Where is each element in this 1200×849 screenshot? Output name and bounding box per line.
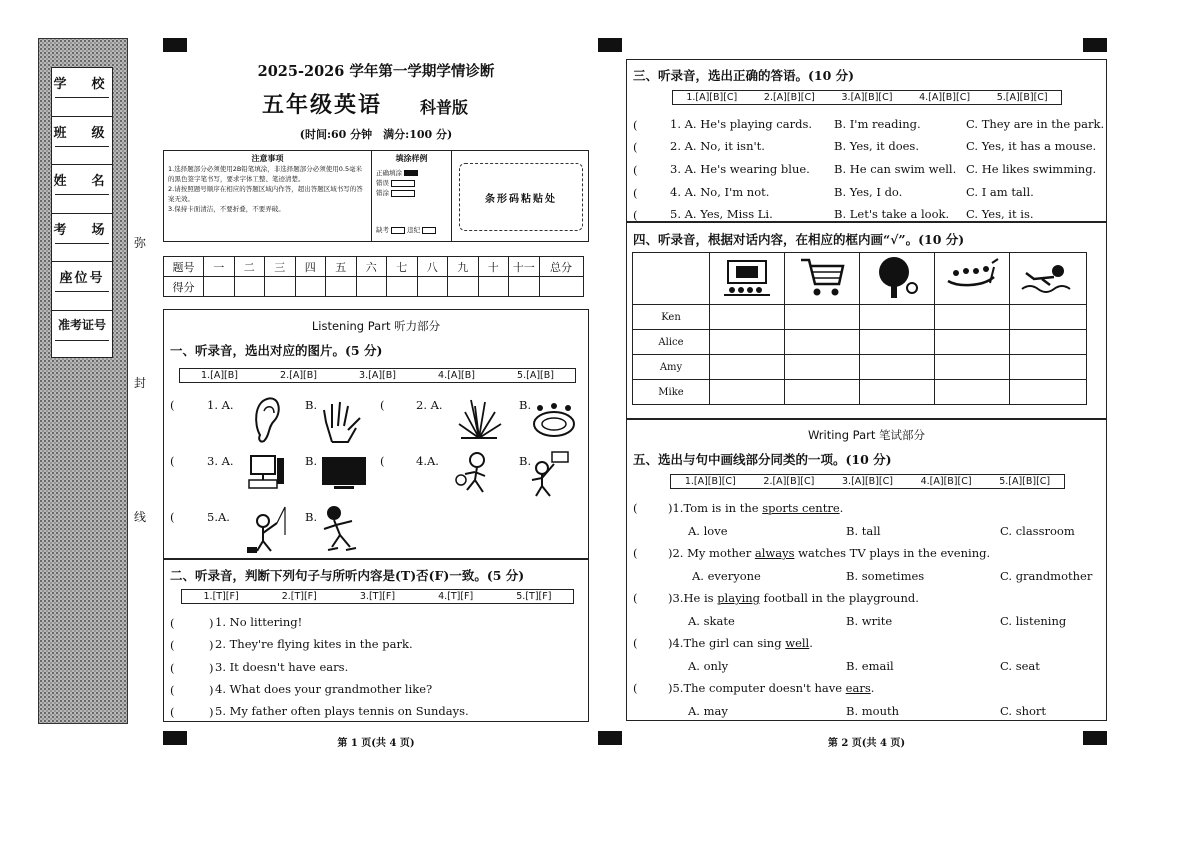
- sports-ground-icon: [530, 400, 578, 440]
- option-a: 5. A. Yes, Miss Li.: [670, 207, 773, 221]
- fishing-icon: [243, 505, 287, 555]
- option-b: B. mouth: [846, 704, 900, 718]
- exam-title: 2025-2026 学年第一学期学情诊断: [257, 63, 495, 80]
- question-sentence: )1.Tom is in the sports centre.: [668, 501, 844, 515]
- question-sentence: )5.The computer doesn't have ears.: [668, 681, 875, 695]
- section-4-title: 四、听录音，根据对话内容，在相应的框内画“√”。(10 分): [633, 232, 965, 247]
- dragon-boat-icon: [944, 257, 1000, 297]
- fill-wrong-label: 错误: [376, 179, 389, 187]
- option-a: A. may: [688, 704, 728, 718]
- option-b-label: B.: [519, 398, 532, 412]
- option-c: C. listening: [1000, 614, 1067, 628]
- fill-correct-mark: [404, 170, 418, 176]
- student-info-box: [51, 67, 113, 358]
- absent-label: 缺考: [376, 226, 389, 234]
- cinema-icon: [722, 257, 772, 297]
- activity-row: Ken: [633, 305, 1087, 330]
- question-3-label: 3. A.: [207, 454, 234, 468]
- fill-wrong2-label: 错涂: [376, 189, 389, 197]
- tf-item: 2. They're flying kites in the park.: [215, 637, 413, 651]
- question-5-label: 5.A.: [207, 510, 230, 524]
- position-marker: [1083, 38, 1107, 52]
- option-a: 3. A. He's wearing blue.: [670, 162, 810, 176]
- tf-item: 5. My father often plays tennis on Sundays.: [215, 704, 469, 718]
- option-c: C. grandmother: [1000, 569, 1093, 583]
- violation-checkbox[interactable]: [422, 227, 436, 234]
- tv-icon: [320, 455, 368, 491]
- fill-wrong-mark: [391, 180, 415, 187]
- notice-title: 注意事项: [251, 154, 284, 163]
- girl-skating-icon: [318, 503, 360, 553]
- fill-sample-title: 填涂样例: [395, 154, 428, 163]
- tf-item: 4. What does your grandmother like?: [215, 682, 433, 696]
- seal-line-char: 封: [133, 376, 146, 390]
- notice-box: [163, 150, 589, 242]
- question-4-label: 4.A.: [416, 454, 439, 468]
- option-c: C. short: [1000, 704, 1047, 718]
- seal-line-char: 弥: [133, 236, 146, 250]
- fill-correct-label: 正确填涂: [376, 169, 402, 177]
- seat-number-field[interactable]: 座位号: [52, 262, 112, 311]
- class-field[interactable]: 班 级: [52, 117, 112, 166]
- section-3-title: 三、听录音，选出正确的答语。(10 分): [633, 68, 855, 83]
- binding-strip: [38, 38, 128, 724]
- time-score-info: (时间:60 分钟 满分:100 分): [299, 128, 453, 141]
- option-b: B. sometimes: [846, 569, 925, 583]
- grass-icon: [455, 398, 503, 440]
- option-c: C. Yes, it has a mouse.: [966, 139, 1097, 153]
- option-a: 4. A. No, I'm not.: [670, 185, 770, 199]
- option-c: C. He likes swimming.: [966, 162, 1097, 176]
- notice-item: 2.请按照题号顺序在相应的答题区域内作答，超出答题区域书写的答案无效。: [168, 185, 363, 203]
- edition-label: 科普版: [420, 98, 469, 117]
- notice-item: 3.保持卡面清洁，不要折叠，不要弄破。: [168, 205, 285, 213]
- section-3-answer-strip[interactable]: 1.[A][B][C] 2.[A][B][C] 3.[A][B][C] 4.[A][B][C] 5.[A][B][C]: [672, 90, 1062, 105]
- option-c: C. seat: [1000, 659, 1040, 673]
- option-a: 1. A. He's playing cards.: [670, 117, 813, 131]
- question-2-label: 2. A.: [416, 398, 443, 412]
- option-b-label: B.: [305, 454, 318, 468]
- activity-row: Amy: [633, 355, 1087, 380]
- option-c: C. Yes, it is.: [966, 207, 1034, 221]
- activity-row: Alice: [633, 330, 1087, 355]
- option-c: C. They are in the park.: [966, 117, 1105, 131]
- activity-table-header-row: [633, 253, 1087, 305]
- option-b: B. tall: [846, 524, 881, 538]
- absent-checkbox[interactable]: [391, 227, 405, 234]
- activity-table: [632, 252, 1087, 405]
- barcode-label: 条形码粘贴处: [485, 193, 557, 205]
- section-2-answer-strip[interactable]: 1.[T][F] 2.[T][F] 3.[T][F] 4.[T][F] 5.[T][F]: [181, 589, 574, 604]
- section-1-answer-strip[interactable]: 1.[A][B] 2.[A][B] 3.[A][B] 4.[A][B] 5.[A][B]: [179, 368, 576, 383]
- position-marker: [598, 731, 622, 745]
- option-b-label: B.: [305, 398, 318, 412]
- section-1-title: 一、听录音，选出对应的图片。(5 分): [170, 343, 383, 358]
- boy-basketball-icon: [528, 450, 572, 498]
- score-table: [163, 256, 584, 297]
- score-table-score-row: 得分: [164, 277, 584, 297]
- activity-row: Mike: [633, 380, 1087, 405]
- position-marker: [598, 38, 622, 52]
- option-b: B. Let's take a look.: [834, 207, 950, 221]
- option-b: B. Yes, I do.: [834, 185, 903, 199]
- section-5-title: 五、选出与句中画线部分同类的一项。(10 分): [633, 452, 892, 467]
- fill-wrong2-mark: [391, 190, 415, 197]
- question-sentence: )4.The girl can sing well.: [668, 636, 813, 650]
- question-1-label: 1. A.: [207, 398, 234, 412]
- score-table-header-row: 题号 一 二 三 四 五 六 七 八 九 十 十一 总分: [164, 257, 584, 277]
- ping-pong-icon: [874, 254, 920, 300]
- computer-icon: [247, 452, 287, 492]
- seal-line-char: 线: [133, 510, 146, 524]
- violation-label: 违纪: [407, 226, 421, 234]
- option-b: B. He can swim well.: [834, 162, 957, 176]
- tf-item: 3. It doesn't have ears.: [215, 660, 349, 674]
- boy-football-icon: [453, 450, 493, 496]
- section-2-title: 二、听录音，判断下列句子与所听内容是(T)否(F)一致。(5 分): [170, 568, 525, 583]
- section-5-answer-strip[interactable]: 1.[A][B][C] 2.[A][B][C] 3.[A][B][C] 4.[A][B][C] 5.[A][B][C]: [670, 474, 1065, 489]
- page-2-footer: 第 2 页(共 4 页): [827, 738, 906, 749]
- option-a: A. everyone: [692, 569, 761, 583]
- shopping-cart-icon: [799, 256, 845, 298]
- school-field[interactable]: 学 校: [52, 68, 112, 117]
- option-c: C. classroom: [1000, 524, 1075, 538]
- barcode-area: [459, 163, 583, 231]
- hand-icon: [318, 398, 366, 444]
- option-b-label: B.: [305, 510, 318, 524]
- page-1-footer: 第 1 页(共 4 页): [337, 738, 415, 749]
- ear-icon: [252, 395, 282, 445]
- exam-room-field[interactable]: 考 场: [52, 214, 112, 263]
- option-b: B. Yes, it does.: [834, 139, 919, 153]
- option-b: B. email: [846, 659, 894, 673]
- question-sentence: )3.He is playing football in the playground.: [668, 591, 919, 605]
- option-b: B. I'm reading.: [834, 117, 921, 131]
- option-a: 2. A. No, it isn't.: [670, 139, 765, 153]
- option-a: A. love: [688, 524, 728, 538]
- swimming-icon: [1020, 259, 1076, 295]
- writing-part-title: Writing Part 笔试部分: [807, 428, 926, 442]
- option-c: C. I am tall.: [966, 185, 1034, 199]
- admission-number-field[interactable]: 准考证号: [52, 311, 112, 360]
- tf-item: 1. No littering!: [215, 615, 303, 629]
- listening-part-title: Listening Part 听力部分: [311, 319, 441, 333]
- question-sentence: )2. My mother always watches TV plays in the evening.: [668, 546, 991, 560]
- position-marker: [163, 38, 187, 52]
- subject-title: 五年级英语: [262, 92, 383, 118]
- name-field[interactable]: 姓 名: [52, 165, 112, 214]
- option-a: A. only: [688, 659, 729, 673]
- notice-item: 1.选择题部分必须使用2B铅笔填涂，非选择题部分必须使用0.5毫米的黑色签字笔书写，要求字体工整、笔迹清楚。: [168, 165, 363, 183]
- option-b-label: B.: [519, 454, 532, 468]
- option-b: B. write: [846, 614, 893, 628]
- option-a: A. skate: [688, 614, 735, 628]
